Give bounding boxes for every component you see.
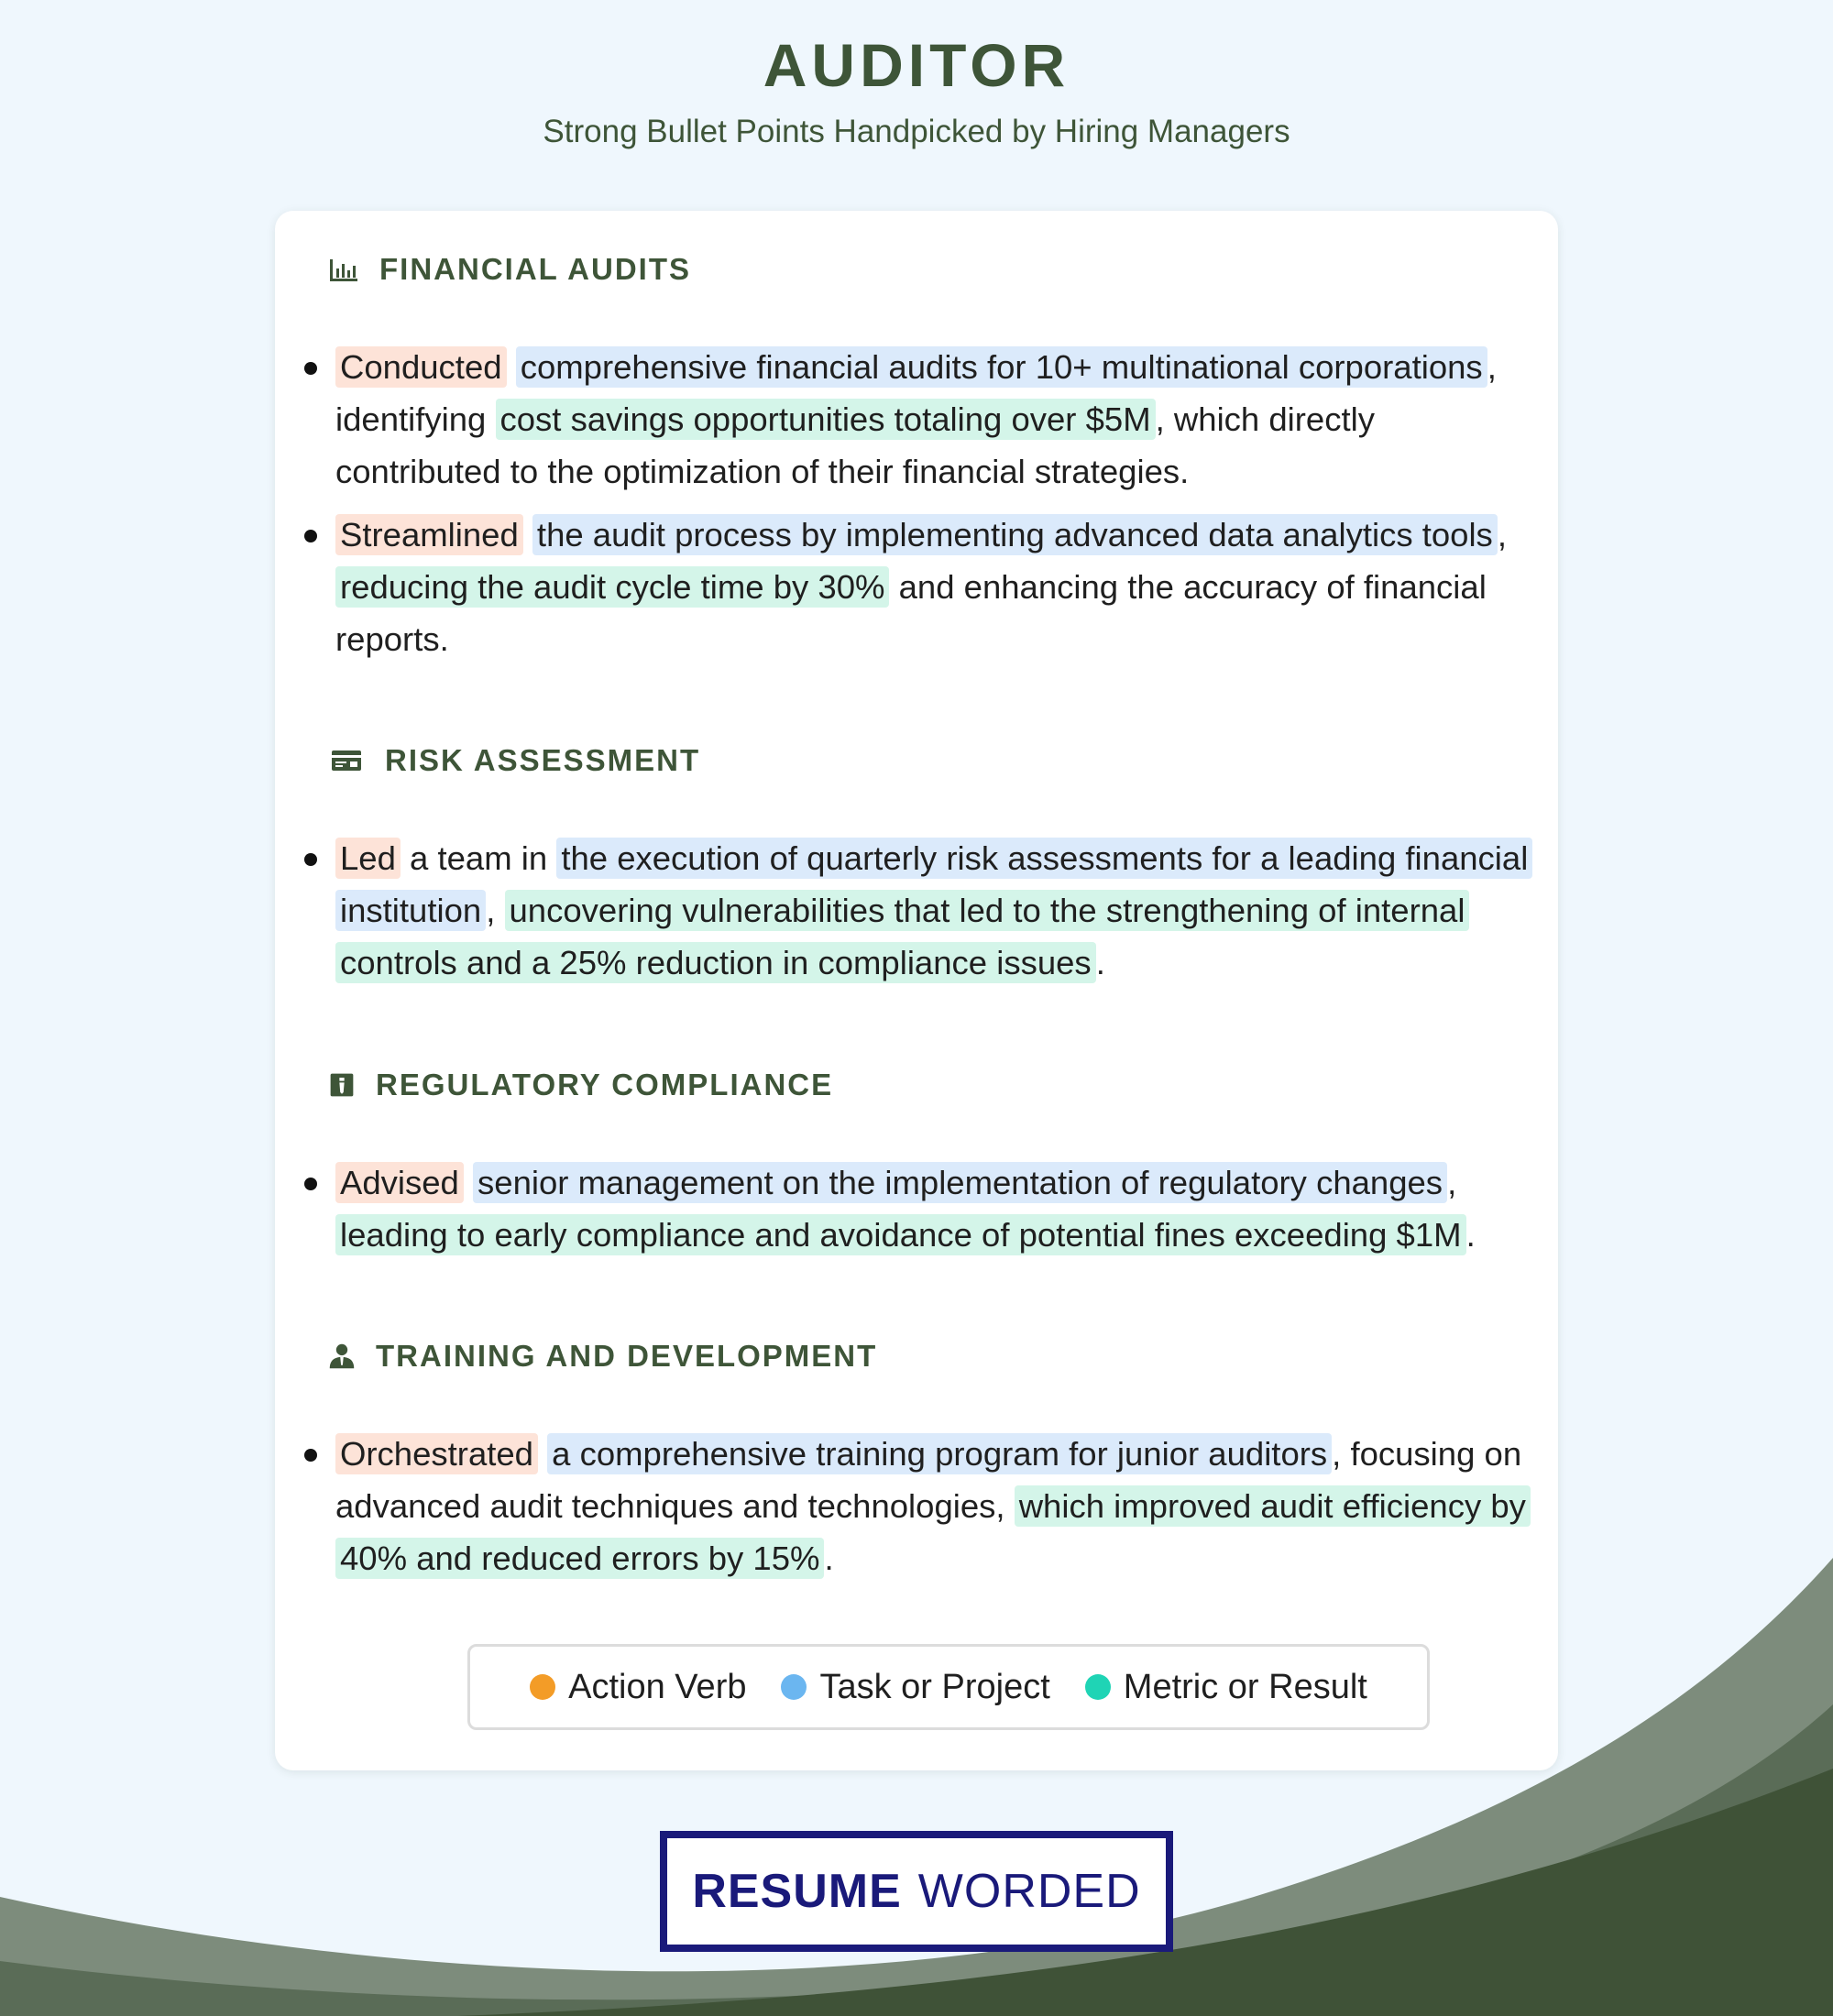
action-verb-highlight: Orchestrated — [335, 1433, 538, 1474]
resume-card — [275, 211, 1558, 1770]
task-highlight: senior management on the implementation of regulatory changes — [473, 1162, 1447, 1203]
bar-chart-icon — [328, 254, 359, 285]
section-title: TRAINING AND DEVELOPMENT — [376, 1339, 878, 1373]
section-title: FINANCIAL AUDITS — [379, 252, 691, 286]
legend-dot — [530, 1674, 555, 1700]
bullet-text: a team in — [400, 839, 557, 877]
page-title: AUDITOR — [763, 31, 1070, 99]
bullet-text: , focusing on advanced audit techniques and technologies, — [335, 1435, 1522, 1525]
bullet-list — [275, 1156, 1558, 1272]
bullet-text — [507, 348, 516, 386]
bullet-list — [275, 832, 1558, 1000]
section-header — [328, 1067, 833, 1103]
bullet-item — [275, 1156, 1558, 1261]
legend-label: Metric or Result — [1123, 1667, 1367, 1706]
bullet-text — [464, 1164, 473, 1201]
legend-item-task-project — [781, 1668, 1049, 1707]
bullet-text: . — [1095, 944, 1105, 981]
task-highlight: the audit process by implementing advanced data analytics tools — [532, 514, 1498, 555]
legend-label: Action Verb — [568, 1667, 747, 1706]
legend-dot — [781, 1674, 807, 1700]
page-header — [0, 0, 1833, 152]
bullet-text: , — [1497, 516, 1507, 553]
bullet-text: , which directly contributed to the optimization of their financial strategies. — [335, 400, 1375, 490]
section-title: REGULATORY COMPLIANCE — [376, 1068, 834, 1101]
bullet-list — [275, 341, 1558, 676]
bullet-text: . — [1465, 1216, 1476, 1254]
legend-item-metric-result — [1085, 1668, 1367, 1707]
metric-highlight: cost savings opportunities totaling over $5M — [496, 399, 1156, 440]
action-verb-highlight: Led — [335, 838, 401, 879]
section-header — [328, 251, 691, 288]
section-header — [328, 742, 700, 779]
legend-dot — [1085, 1674, 1111, 1700]
metric-highlight: reducing the audit cycle time by 30% — [335, 566, 889, 608]
person-icon — [328, 1341, 356, 1372]
page-subtitle: Strong Bullet Points Handpicked by Hiring Managers — [543, 114, 1290, 149]
legend-item-action-verb — [530, 1668, 746, 1707]
action-verb-highlight: Advised — [335, 1162, 464, 1203]
bullet-text: . — [824, 1539, 834, 1577]
bullet-item — [275, 341, 1558, 498]
bullet-text: , — [486, 892, 505, 929]
metric-highlight: uncovering vulnerabilities that led to the strengthening of internal controls and a 25% reduction in compliance issues — [335, 890, 1469, 983]
bullet-item — [275, 509, 1558, 665]
logo-light-text: WORDED — [917, 1865, 1141, 1918]
bullet-item — [275, 1428, 1558, 1584]
section-title: RISK ASSESSMENT — [385, 743, 701, 777]
resume-worded-logo — [660, 1831, 1173, 1952]
task-highlight: a comprehensive training program for junior auditors — [547, 1433, 1332, 1474]
task-highlight: comprehensive financial audits for 10+ multinational corporations — [516, 346, 1487, 388]
bullet-item — [275, 832, 1558, 989]
bullet-text: , identifying — [335, 348, 1497, 438]
badge-icon — [328, 1069, 356, 1101]
bullet-text — [523, 516, 532, 553]
bullet-list — [275, 1428, 1558, 1595]
action-verb-highlight: Streamlined — [335, 514, 523, 555]
bullet-text: , — [1447, 1164, 1457, 1201]
metric-highlight: leading to early compliance and avoidance of potential fines exceeding $1M — [335, 1214, 1466, 1255]
logo-bold-text: RESUME — [692, 1865, 902, 1918]
bullet-text: and enhancing the accuracy of financial reports. — [335, 568, 1487, 658]
bullet-text — [538, 1435, 547, 1473]
legend-label: Task or Project — [819, 1667, 1050, 1706]
task-highlight: the execution of quarterly risk assessments for a leading financial institution — [335, 838, 1532, 931]
metric-highlight: which improved audit efficiency by 40% and reduced errors by 15% — [335, 1485, 1531, 1579]
section-header — [328, 1338, 877, 1375]
action-verb-highlight: Conducted — [335, 346, 507, 388]
id-card-icon — [328, 745, 365, 776]
highlight-legend — [467, 1644, 1430, 1730]
